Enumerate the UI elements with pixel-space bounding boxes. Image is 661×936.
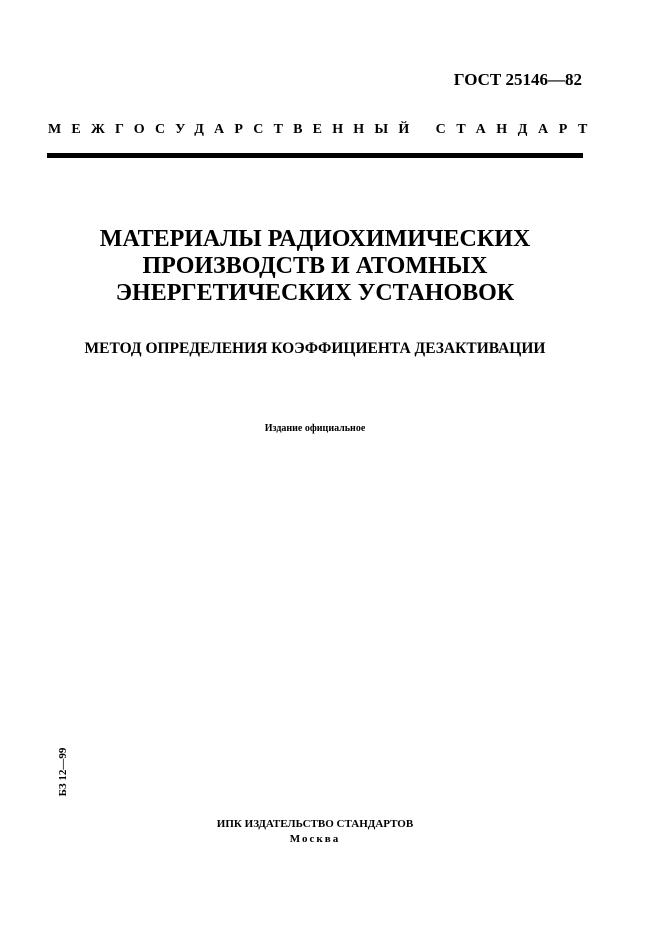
header-rule (47, 153, 583, 158)
document-subtitle: МЕТОД ОПРЕДЕЛЕНИЯ КОЭФФИЦИЕНТА ДЕЗАКТИВАЦИИ (84, 340, 546, 357)
title-line: МАТЕРИАЛЫ РАДИОХИМИЧЕСКИХ (99, 226, 531, 252)
edition-label: Издание официальное (264, 423, 366, 434)
banner-word-interstate: МЕЖГОСУДАРСТВЕННЫЙ (48, 122, 420, 137)
publisher-block (0, 817, 630, 847)
banner-word-standard: СТАНДАРТ (435, 122, 598, 137)
standard-type-banner (48, 122, 598, 138)
title-line: ПРОИЗВОДСТВ И АТОМНЫХ (142, 253, 488, 279)
side-note: БЗ 12—99 (57, 747, 69, 797)
standard-code: ГОСТ 25146—82 (453, 70, 582, 89)
document-title (0, 226, 630, 307)
title-line: ЭНЕРГЕТИЧЕСКИХ УСТАНОВОК (115, 280, 515, 306)
publisher-name: ИПК ИЗДАТЕЛЬСТВО СТАНДАРТОВ (216, 818, 414, 830)
publisher-city: Москва (289, 833, 341, 845)
